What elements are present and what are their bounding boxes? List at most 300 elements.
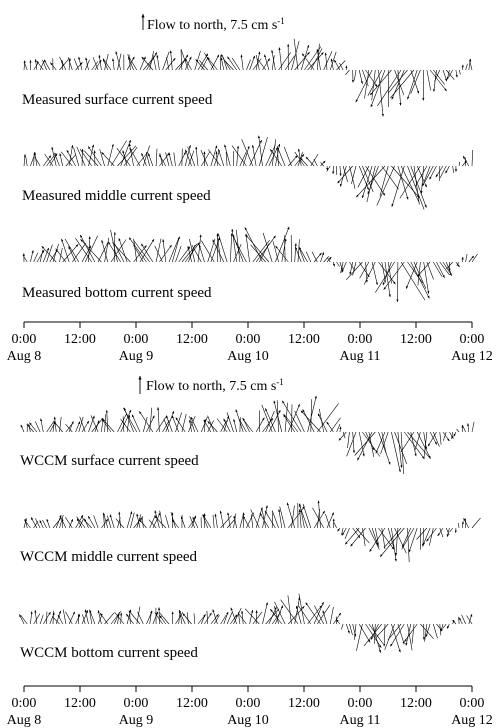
current-vector (47, 519, 50, 528)
current-vector (65, 612, 72, 624)
current-vector (43, 248, 48, 262)
current-vector (155, 516, 166, 528)
current-vector (34, 153, 35, 166)
current-vector (74, 59, 79, 71)
series-label: WCCM bottom current speed (20, 645, 198, 661)
current-vector (324, 51, 332, 70)
current-vector (91, 415, 98, 432)
time-axis (7, 322, 493, 364)
current-vector (30, 250, 33, 262)
current-vector (21, 425, 24, 432)
current-vector (43, 60, 47, 70)
current-vector (221, 58, 224, 70)
current-vector (108, 144, 114, 166)
current-vector (351, 166, 356, 184)
current-vector (462, 257, 463, 262)
current-vector (368, 166, 379, 194)
current-vector (156, 149, 157, 166)
current-vector (353, 262, 356, 276)
current-vector (234, 419, 237, 432)
current-vector (176, 60, 185, 70)
current-vector (462, 521, 463, 528)
current-vector (345, 70, 349, 75)
current-vector (117, 148, 130, 166)
current-vector (155, 511, 159, 529)
current-vector (40, 520, 44, 528)
current-vector (227, 412, 234, 432)
x-date-label: Aug 11 (339, 349, 381, 364)
current-vector (472, 150, 473, 166)
current-vector (63, 244, 78, 262)
current-vector (56, 611, 61, 624)
current-vector (314, 159, 318, 166)
current-vector (468, 423, 469, 432)
current-vector (472, 422, 474, 432)
current-vector (171, 51, 173, 70)
current-vector (179, 55, 188, 70)
current-vector (102, 419, 112, 433)
current-vector (272, 511, 278, 529)
current-vector (242, 418, 253, 432)
current-vector (379, 432, 391, 464)
current-vector (272, 511, 273, 528)
current-vector (263, 602, 268, 624)
current-vector (306, 157, 314, 166)
current-vector (257, 59, 265, 70)
current-vector (382, 166, 399, 189)
current-vector (457, 429, 460, 432)
current-vector (456, 70, 457, 77)
current-vector (446, 166, 450, 173)
current-vector (237, 146, 239, 166)
current-vector (440, 432, 441, 445)
current-vector (405, 624, 418, 642)
x-tick-label: 0:00 (459, 696, 485, 711)
current-vector (391, 432, 400, 472)
current-vector (182, 414, 186, 432)
x-date-label: Aug 8 (6, 349, 42, 364)
current-vector (453, 166, 454, 173)
x-tick-label: 12:00 (64, 332, 96, 347)
current-vector (441, 624, 443, 631)
stick-series (19, 594, 472, 653)
current-vector (440, 262, 450, 275)
current-vector (303, 504, 311, 528)
current-vector (24, 61, 25, 71)
current-vector (53, 422, 54, 433)
current-vector (256, 610, 257, 624)
current-vector (230, 233, 232, 262)
current-vector (262, 405, 272, 432)
current-vector (118, 54, 122, 70)
current-vector (447, 528, 449, 537)
current-vector (218, 149, 223, 166)
current-vector (100, 149, 105, 166)
current-vector (92, 62, 98, 71)
current-vector (372, 262, 377, 285)
current-vector (215, 514, 217, 528)
current-vector (19, 614, 24, 624)
current-vector (81, 517, 91, 528)
current-vector (340, 427, 341, 432)
current-vector (463, 156, 469, 166)
current-vector (132, 415, 140, 432)
current-vector (341, 262, 344, 273)
current-vector (76, 614, 80, 624)
current-vector (354, 70, 356, 80)
current-vector (284, 147, 291, 166)
current-vector (250, 56, 255, 70)
current-vector (459, 618, 462, 624)
scale-label: Flow to north, 7.5 cm $s^{-1}$ (146, 377, 284, 394)
current-vector (348, 432, 350, 448)
current-vector (85, 519, 89, 528)
current-vector (88, 516, 95, 528)
current-vector (24, 154, 25, 166)
x-date-label: Aug 9 (118, 713, 154, 728)
current-vector (339, 432, 346, 440)
current-vector (392, 166, 404, 207)
current-vector (196, 147, 198, 166)
current-vector (288, 595, 292, 624)
current-vector (188, 151, 194, 166)
current-vector (110, 515, 114, 529)
current-vector (211, 146, 217, 166)
current-vector (377, 70, 401, 106)
current-vector (41, 419, 44, 432)
current-vector (156, 416, 167, 432)
current-vector (55, 417, 57, 432)
current-vector (102, 240, 108, 262)
current-vector (63, 609, 66, 624)
current-vector (312, 252, 317, 262)
current-vector (425, 624, 427, 642)
current-vector (338, 166, 353, 183)
current-vector (107, 410, 108, 432)
current-vector (157, 55, 159, 70)
x-date-label: Aug 8 (6, 713, 42, 728)
current-vector (246, 234, 250, 262)
current-vector (60, 153, 63, 166)
current-vector (31, 517, 37, 528)
current-vector (172, 520, 178, 528)
x-tick-label: 12:00 (288, 332, 320, 347)
current-vector (256, 507, 262, 528)
current-vector (381, 432, 389, 454)
current-vector (265, 55, 269, 70)
current-vector (40, 615, 43, 624)
current-vector (435, 70, 440, 82)
current-vector (44, 60, 50, 70)
current-vector (263, 233, 272, 262)
x-tick-label: 12:00 (288, 696, 320, 711)
current-vector (333, 262, 334, 266)
current-vector (459, 70, 460, 75)
current-vector (388, 262, 391, 284)
x-date-label: Aug 10 (227, 349, 269, 364)
current-vector (464, 518, 469, 528)
current-vector (207, 57, 217, 70)
x-tick-label: 0:00 (11, 696, 37, 711)
current-vector (266, 411, 275, 432)
current-vector (159, 155, 166, 166)
current-vector (330, 52, 336, 70)
current-vector (443, 70, 447, 81)
current-vector (357, 432, 372, 460)
current-vector (294, 39, 298, 70)
current-vector (129, 144, 133, 166)
current-vector (330, 607, 333, 624)
current-vector (213, 515, 214, 528)
current-vector (350, 624, 353, 635)
current-vector (60, 60, 69, 70)
current-vector (450, 528, 453, 532)
current-vector (466, 254, 468, 262)
current-vector (181, 50, 182, 70)
current-vector (369, 432, 374, 457)
x-tick-label: 12:00 (64, 696, 96, 711)
current-vector (276, 246, 289, 262)
x-date-label: Aug 12 (451, 349, 493, 364)
current-vector (137, 152, 148, 166)
current-vector (129, 238, 146, 263)
current-vector (220, 511, 223, 528)
current-vector (391, 166, 419, 198)
current-vector (218, 234, 227, 263)
current-vector (189, 239, 194, 262)
current-vector (35, 610, 37, 624)
current-vector (165, 515, 169, 528)
current-vector (379, 262, 396, 284)
current-vector (341, 624, 343, 630)
current-vector (208, 416, 215, 432)
current-vector (58, 615, 63, 624)
current-vector (420, 624, 433, 639)
current-vector (327, 422, 334, 432)
current-vector (404, 432, 424, 459)
current-vector (340, 166, 341, 176)
current-vector (274, 401, 282, 432)
current-vector (279, 48, 282, 71)
scale-arrow (143, 14, 285, 33)
current-vector (337, 424, 340, 432)
current-vector (299, 247, 305, 262)
current-vector (26, 156, 28, 166)
current-vector (423, 528, 430, 545)
current-vector (243, 513, 244, 528)
x-tick-label: 12:00 (176, 332, 208, 347)
current-vector (466, 64, 468, 70)
current-vector (333, 613, 340, 624)
current-vector (56, 249, 66, 262)
current-vector (107, 516, 111, 528)
current-vector (150, 611, 152, 624)
current-vector (391, 528, 396, 561)
current-vector (430, 166, 437, 179)
current-vector (337, 262, 340, 267)
current-vector (459, 162, 460, 166)
current-vector (94, 515, 98, 528)
current-vector (163, 239, 166, 262)
current-vector (369, 624, 383, 644)
current-vector (69, 612, 75, 624)
current-vector (54, 421, 63, 432)
current-vector (54, 153, 59, 166)
current-vector (34, 253, 38, 262)
current-vector (236, 410, 243, 433)
current-vector (194, 613, 195, 624)
current-vector (60, 248, 63, 262)
current-vector (241, 55, 243, 70)
current-vector (298, 239, 299, 262)
current-vector (111, 611, 121, 624)
current-vector (311, 48, 322, 70)
current-vector (262, 510, 266, 528)
current-vector (462, 615, 466, 624)
current-vector (384, 528, 401, 548)
current-vector (295, 243, 296, 262)
current-vector (207, 611, 208, 624)
current-vector (105, 613, 115, 624)
current-vector (103, 419, 115, 432)
series-label: WCCM middle current speed (20, 549, 198, 565)
current-vector (353, 432, 354, 453)
current-vector (334, 522, 337, 528)
current-vector (280, 507, 285, 529)
current-vector (265, 511, 275, 528)
current-vector (76, 62, 83, 70)
current-vector (463, 425, 466, 432)
current-vector (225, 145, 231, 166)
panel-measured (7, 14, 493, 364)
current-vector (174, 152, 176, 166)
current-vector (397, 262, 398, 302)
current-vector (121, 613, 122, 624)
current-vector (50, 63, 56, 70)
x-tick-label: 0:00 (11, 332, 37, 347)
current-vector (358, 166, 369, 187)
current-vector (113, 59, 114, 71)
current-vector (85, 610, 88, 625)
current-vector (188, 147, 195, 166)
current-vector (472, 518, 481, 528)
current-vector (30, 611, 31, 624)
current-vector (469, 614, 472, 624)
current-vector (345, 528, 359, 544)
current-vector (242, 611, 243, 624)
current-vector (256, 418, 264, 432)
time-axis (7, 686, 493, 728)
current-vector (29, 423, 37, 432)
current-vector (30, 153, 35, 166)
current-vector (142, 516, 143, 528)
current-vector (469, 256, 474, 262)
current-vector (440, 624, 441, 635)
current-vector (472, 254, 478, 262)
current-vector (370, 528, 385, 552)
current-vector (253, 145, 257, 166)
scale-label: Flow to north, 7.5 cm $s^{-1}$ (147, 16, 285, 33)
x-tick-label: 12:00 (176, 696, 208, 711)
x-date-label: Aug 10 (227, 713, 269, 728)
current-vector (327, 513, 334, 529)
current-vector (427, 528, 437, 541)
current-vector (359, 70, 362, 84)
current-vector (146, 152, 150, 166)
current-vector (273, 241, 279, 262)
current-vector (346, 624, 349, 633)
current-vector (417, 528, 427, 540)
current-vector (458, 523, 459, 528)
current-vector (462, 65, 463, 70)
current-vector (334, 60, 340, 70)
current-vector (232, 58, 240, 70)
current-vector (338, 528, 340, 531)
current-vector (409, 528, 417, 552)
current-vector (326, 53, 327, 70)
series-label: Measured middle current speed (22, 188, 211, 204)
current-vector (187, 612, 188, 624)
x-tick-label: 0:00 (235, 696, 261, 711)
x-date-label: Aug 11 (339, 713, 381, 728)
current-vector (240, 515, 243, 528)
current-vector (65, 239, 79, 262)
current-vector (169, 238, 179, 262)
x-tick-label: 12:00 (400, 696, 432, 711)
x-tick-label: 0:00 (347, 332, 373, 347)
current-vector (359, 624, 370, 642)
current-vector (61, 152, 72, 166)
current-vector (362, 528, 365, 546)
panel-wccm (7, 376, 493, 728)
current-vector (412, 624, 414, 644)
current-vector (313, 508, 324, 528)
current-vector (45, 154, 53, 166)
current-vector (406, 624, 411, 646)
current-vector (93, 57, 98, 70)
current-vector (308, 396, 317, 432)
current-vector (85, 236, 98, 262)
current-vector (240, 417, 241, 432)
current-vector (133, 245, 143, 262)
current-vector (62, 239, 70, 262)
current-vector (128, 55, 137, 71)
current-vector (428, 432, 436, 446)
current-vector (160, 511, 163, 528)
series-label: Measured surface current speed (22, 92, 213, 108)
current-vector (232, 229, 237, 262)
x-tick-label: 0:00 (123, 696, 149, 711)
current-vector (166, 411, 174, 432)
current-vector (350, 166, 356, 189)
current-vector (23, 255, 27, 262)
current-vector (169, 153, 172, 166)
current-vector (243, 516, 249, 528)
x-tick-label: 0:00 (347, 696, 373, 711)
current-vector (78, 614, 79, 624)
current-vector (171, 512, 176, 528)
current-vector (443, 624, 447, 629)
x-tick-label: 0:00 (123, 332, 149, 347)
current-vector (447, 624, 449, 629)
current-vector (172, 237, 179, 262)
current-vector (211, 55, 219, 70)
current-vector (119, 238, 127, 262)
current-vector (427, 70, 431, 90)
current-vector (250, 610, 253, 624)
current-vector (440, 166, 446, 178)
current-vector (24, 62, 27, 70)
